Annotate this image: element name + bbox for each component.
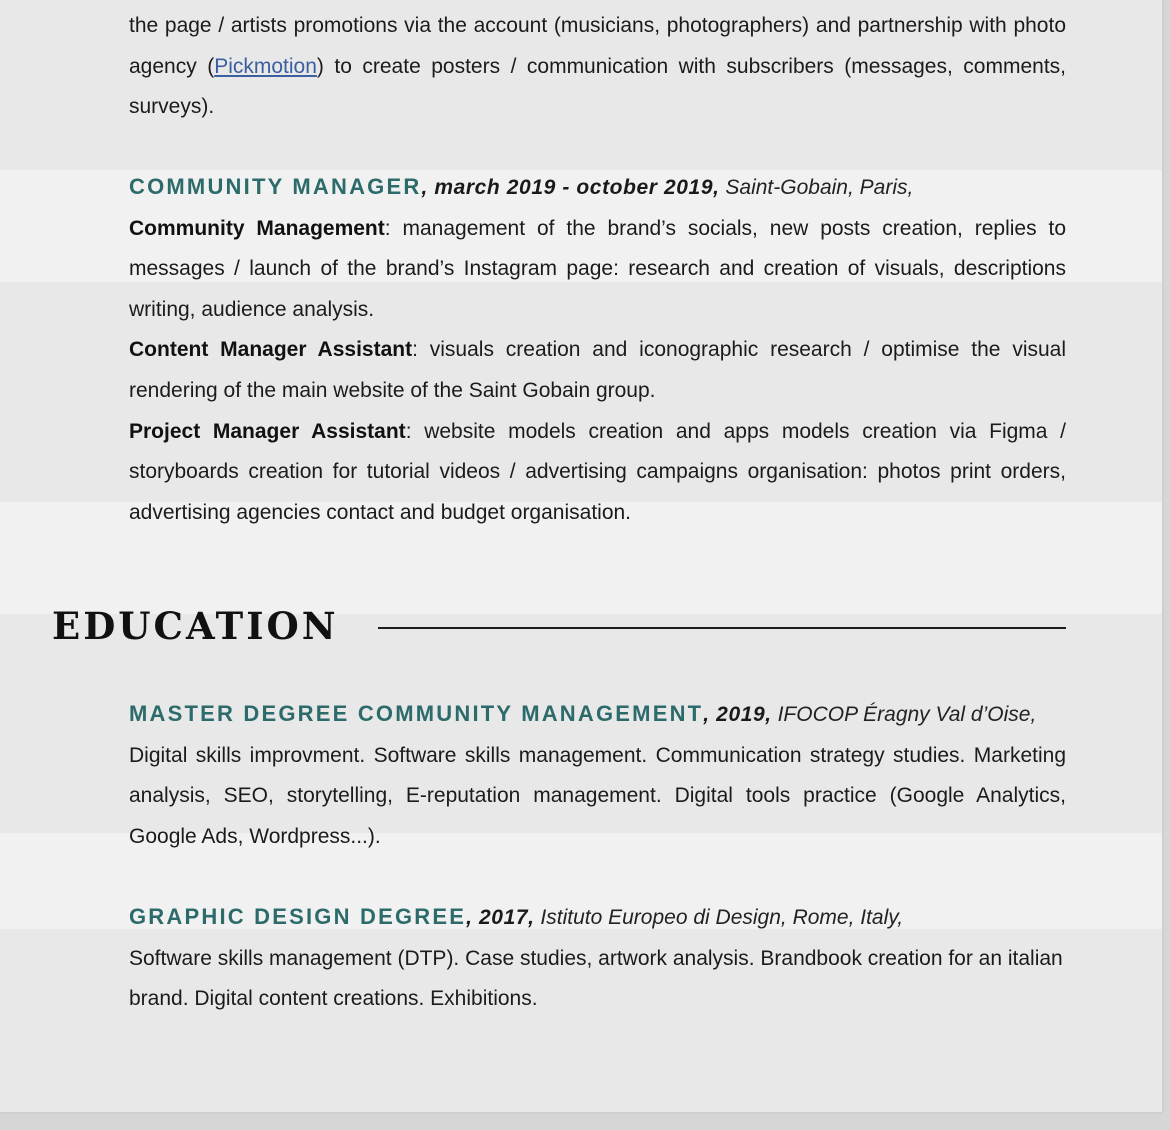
degree-year: 2019, xyxy=(716,703,772,726)
section-title-education: EDUCATION xyxy=(52,604,339,648)
job-item-desc: : website models creation and apps models creation via Figma / storyboards creation for tutorial videos / advertising campaigns organisation: photos print orders, advertising agencies contact and budget organisation. xyxy=(129,419,1066,524)
intro-text-end: ) to create posters / communication with subscribers (messages, comments, surveys). xyxy=(129,54,1066,119)
section-divider xyxy=(378,627,1066,629)
job-title: COMMUNITY MANAGER xyxy=(129,174,422,199)
job-item xyxy=(129,209,1066,331)
job-item-role: Content Manager Assistant xyxy=(129,338,413,362)
degree-title: GRAPHIC DESIGN DEGREE xyxy=(129,904,467,929)
degree-comma: , xyxy=(703,703,717,726)
job-item xyxy=(129,330,1066,411)
job-item xyxy=(129,412,1066,534)
intro-block xyxy=(129,6,1066,128)
education-heading xyxy=(129,694,1066,736)
degree-school: Istituto Europeo di Design, Rome, Italy, xyxy=(540,906,904,929)
intro-text: the page / artists promotions via the account (musicians, photographers) and partnership with photo agency ( xyxy=(129,14,1066,78)
job-heading xyxy=(129,167,1066,209)
pickmotion-link[interactable]: Pickmotion xyxy=(214,54,317,78)
job-entry xyxy=(129,167,1066,533)
degree-description: Digital skills improvment. Software skills management. Communication strategy studies. Marketing analysis, SEO, storytelling, E-reputation management. Digital tools practice (Google Analytics, Google Ads, Wordpress...). xyxy=(129,743,1066,848)
degree-school: IFOCOP Éragny Val d’Oise, xyxy=(777,703,1037,726)
job-item-role: Community Management xyxy=(129,216,385,240)
education-entry xyxy=(129,694,1066,857)
degree-description: Software skills management (DTP). Case studies, artwork analysis. Brandbook creation for an italian brand. Digital content creations. Exhibitions. xyxy=(129,946,1063,1011)
degree-comma: , xyxy=(466,906,480,929)
job-place: Saint-Gobain, Paris, xyxy=(725,176,914,199)
job-comma: , xyxy=(421,176,435,199)
job-date: march 2019 - october 2019, xyxy=(434,176,720,199)
education-heading xyxy=(129,897,1066,939)
degree-title: MASTER DEGREE COMMUNITY MANAGEMENT xyxy=(129,701,704,726)
job-item-role: Project Manager Assistant xyxy=(129,419,406,443)
intro-paragraph xyxy=(129,6,1066,128)
degree-year: 2017, xyxy=(479,906,535,929)
education-entry xyxy=(129,897,1066,1020)
job-item-desc: : visuals creation and iconographic research / optimise the visual rendering of the main website of the Saint Gobain group. xyxy=(129,338,1067,402)
job-item-desc: : management of the brand’s socials, new posts creation, replies to messages / launch of the brand’s Instagram page: research and creation of visuals, descriptions writing, audience analysis. xyxy=(129,216,1066,321)
